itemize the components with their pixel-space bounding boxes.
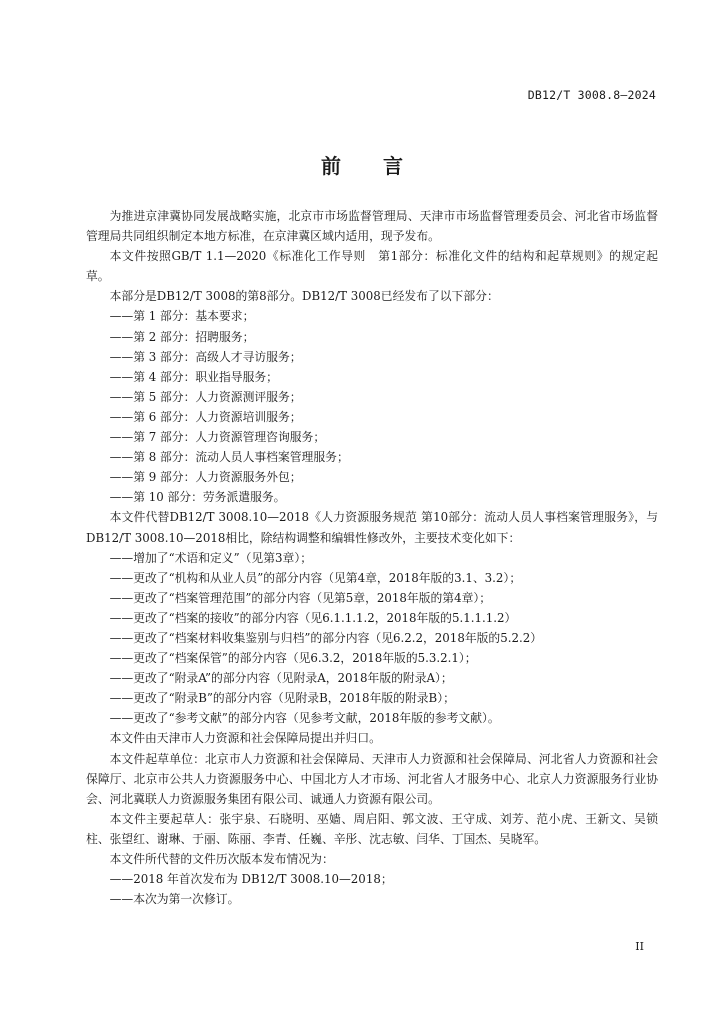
change-list-item: ——更改了“附录A”的部分内容（见附录A，2018年版的附录A）； <box>109 671 453 686</box>
part-list-item: ——第 6 部分：人力资源培训服务； <box>109 409 302 424</box>
intro-paragraph: 为推进京津冀协同发展战略实施，北京市市场监督管理局、天津市市场监督管理委员会、河北省市场监督管理局共同组织制定本地方标准，在京津冀区域内适用，现予发布。 <box>86 209 658 244</box>
change-list-item: ——更改了“档案的接收”的部分内容（见6.1.1.1.2，2018年版的5.1.1.1.2） <box>109 610 517 625</box>
replacement-paragraph: 本文件代替DB12/T 3008.10—2018《人力资源服务规范 第10部分：流动人员人事档案管理服务》，与DB12/T 3008.10—2018相比，除结构调整和编辑性修改外，主要技术变化如下： <box>86 510 658 545</box>
part-list-item: ——第 8 部分：流动人员人事档案管理服务； <box>109 450 349 465</box>
part-list-item: ——第 4 部分：职业指导服务； <box>109 369 278 384</box>
page-number: II <box>635 940 644 953</box>
intro-paragraph: 本部分是DB12/T 3008的第8部分。DB12/T 3008已经发布了以下部分： <box>109 289 499 304</box>
change-list-item: ——更改了“档案材料收集鉴别与归档”的部分内容（见6.2.2，2018年版的5.2.2） <box>109 630 543 645</box>
part-list-item: ——第 7 部分：人力资源管理咨询服务； <box>109 430 326 445</box>
part-list-item: ——第 2 部分：招聘服务； <box>109 329 255 344</box>
part-list-item: ——第 10 部分：劳务派遣服务。 <box>109 490 286 505</box>
page-title: 前言 <box>321 154 445 178</box>
document-code: DB12/T 3008.8—2024 <box>527 88 656 102</box>
closing-paragraph: 本文件所代替的文件历次版本发布情况为： <box>109 852 334 866</box>
part-list-item: ——第 3 部分：高级人才寻访服务； <box>109 349 302 364</box>
intro-paragraph: 本文件按照GB/T 1.1—2020《标准化工作导则 第1部分：标准化文件的结构和起草规则》的规定起草。 <box>86 249 658 284</box>
change-list-item: ——更改了“参考文献”的部分内容（见参考文献，2018年版的参考文献）。 <box>109 711 500 726</box>
closing-paragraph: 本文件起草单位：北京市人力资源和社会保障局、天津市人力资源和社会保障局、河北省人力资源和社会保障厅、北京市公共人力资源服务中心、中国北方人才市场、河北省人才服务中心、北京人力资源服务行业协会、河北冀联人力资源服务集团有限公司、诚通人力资源有限公司。 <box>86 751 658 806</box>
change-list-item: ——更改了“附录B”的部分内容（见附录B，2018年版的附录B）； <box>109 691 455 706</box>
change-list-item: ——更改了“机构和从业人员”的部分内容（见第4章，2018年版的3.1、3.2）； <box>109 570 522 585</box>
part-list-item: ——第 5 部分：人力资源测评服务； <box>109 389 302 404</box>
change-list-item: ——增加了“术语和定义”（见第3章）； <box>109 550 313 565</box>
change-list-item: ——更改了“档案保管”的部分内容（见6.3.2，2018年版的5.3.2.1）； <box>109 651 477 666</box>
foreword-body <box>86 206 658 909</box>
history-list-item: ——2018 年首次发布为 DB12/T 3008.10—2018； <box>109 872 393 887</box>
closing-paragraph: 本文件由天津市人力资源和社会保障局提出并归口。 <box>109 731 381 746</box>
part-list-item: ——第 9 部分：人力资源服务外包； <box>109 470 302 485</box>
change-list-item: ——更改了“档案管理范围”的部分内容（见第5章，2018年版的第4章）； <box>109 590 492 605</box>
history-list-item: ——本次为第一次修订。 <box>109 892 240 907</box>
part-list-item: ——第 1 部分：基本要求； <box>109 309 255 324</box>
closing-paragraph: 本文件主要起草人：张宇泉、石晓明、巫嫱、周启阳、郭文波、王守成、刘芳、范小虎、王新文、吴锁柱、张望红、谢琳、于丽、陈丽、李青、任巍、辛彤、沈志敏、闫华、丁国杰、吴晓军。 <box>86 811 658 846</box>
